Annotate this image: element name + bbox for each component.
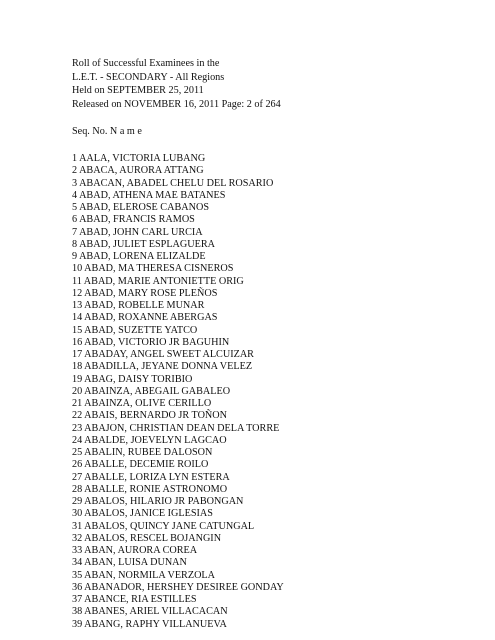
- header-title-line: Roll of Successful Examinees in the: [72, 58, 220, 69]
- examinee-entry: 24 ABALDE, JOEVELYN LAGCAO: [72, 434, 227, 446]
- examinee-entry: 38 ABANES, ARIEL VILLACACAN: [72, 606, 228, 618]
- examinee-entry: 25 ABALIN, RUBEE DALOSON: [72, 447, 213, 458]
- document-header: [72, 57, 281, 111]
- examinee-entry: 1 AALA, VICTORIA LUBANG: [72, 153, 206, 164]
- examinee-entry: 27 ABALLE, LORIZA LYN ESTERA: [72, 471, 230, 483]
- examinee-entry: 28 ABALLE, RONIE ASTRONOMO: [72, 483, 228, 495]
- examinee-entry: 6 ABAD, FRANCIS RAMOS: [72, 214, 195, 226]
- examinee-entry: 4 ABAD, ATHENA MAE BATANES: [72, 189, 226, 201]
- examinee-entry: 23 ABAJON, CHRISTIAN DEAN DELA TORRE: [72, 422, 280, 434]
- examinee-entry: 19 ABAG, DAISY TORIBIO: [72, 373, 193, 385]
- examinee-entry: 16 ABAD, VICTORIO JR BAGUHIN: [72, 336, 230, 348]
- examinee-entry: 30 ABALOS, JANICE IGLESIAS: [72, 508, 213, 520]
- examinee-entry: 2 ABACA, AURORA ATTANG: [72, 165, 204, 177]
- examinee-entry: 35 ABAN, NORMILA VERZOLA: [72, 569, 216, 581]
- examinee-entry: 39 ABANG, RAPHY VILLANUEVA: [72, 618, 227, 630]
- header-held-line: Held on SEPTEMBER 25, 2011: [72, 85, 204, 97]
- examinee-entry: 17 ABADAY, ANGEL SWEET ALCUIZAR: [72, 349, 254, 360]
- header-released-line: Released on NOVEMBER 16, 2011 Page: 2 of 264: [72, 98, 281, 110]
- examinee-entry: 21 ABAINZA, OLIVE CERILLO: [72, 398, 212, 409]
- examinee-list: [72, 153, 284, 631]
- examinee-entry: 9 ABAD, LORENA ELIZALDE: [72, 251, 206, 262]
- examinee-entry: 36 ABANADOR, HERSHEY DESIREE GONDAY: [72, 581, 284, 593]
- examinee-entry: 5 ABAD, ELEROSE CABANOS: [72, 202, 209, 213]
- examinee-entry: 22 ABAIS, BERNARDO JR TOÑON: [72, 410, 228, 422]
- examinee-entry: 8 ABAD, JULIET ESPLAGUERA: [72, 238, 216, 250]
- examinee-entry: 18 ABADILLA, JEYANE DONNA VELEZ: [72, 361, 253, 373]
- examinee-entry: 14 ABAD, ROXANNE ABERGAS: [72, 312, 218, 324]
- examinee-entry: 11 ABAD, MARIE ANTONIETTE ORIG: [72, 275, 244, 287]
- column-header: Seq. No. N a m e: [72, 126, 142, 137]
- examinee-entry: 10 ABAD, MA THERESA CISNEROS: [72, 263, 234, 275]
- examinee-entry: 7 ABAD, JOHN CARL URCIA: [72, 226, 203, 238]
- examinee-entry: 34 ABAN, LUISA DUNAN: [72, 557, 187, 569]
- examinee-entry: 33 ABAN, AURORA COREA: [72, 545, 198, 556]
- examinee-entry: 31 ABALOS, QUINCY JANE CATUNGAL: [72, 520, 255, 532]
- examinee-entry: 3 ABACAN, ABADEL CHELU DEL ROSARIO: [72, 177, 274, 189]
- examinee-entry: 13 ABAD, ROBELLE MUNAR: [72, 300, 205, 311]
- examinee-entry: 15 ABAD, SUZETTE YATCO: [72, 324, 198, 336]
- examinee-entry: 32 ABALOS, RESCEL BOJANGIN: [72, 532, 222, 544]
- examinee-entry: 26 ABALLE, DECEMIE ROILO: [72, 459, 209, 471]
- examinee-entry: 37 ABANCE, RIA ESTILLES: [72, 594, 197, 605]
- header-exam-line: L.E.T. - SECONDARY - All Regions: [72, 71, 225, 83]
- examinee-entry: 12 ABAD, MARY ROSE PLEÑOS: [72, 287, 218, 299]
- examinee-entry: 29 ABALOS, HILARIO JR PABONGAN: [72, 496, 244, 507]
- examinee-entry: 20 ABAINZA, ABEGAIL GABALEO: [72, 385, 231, 397]
